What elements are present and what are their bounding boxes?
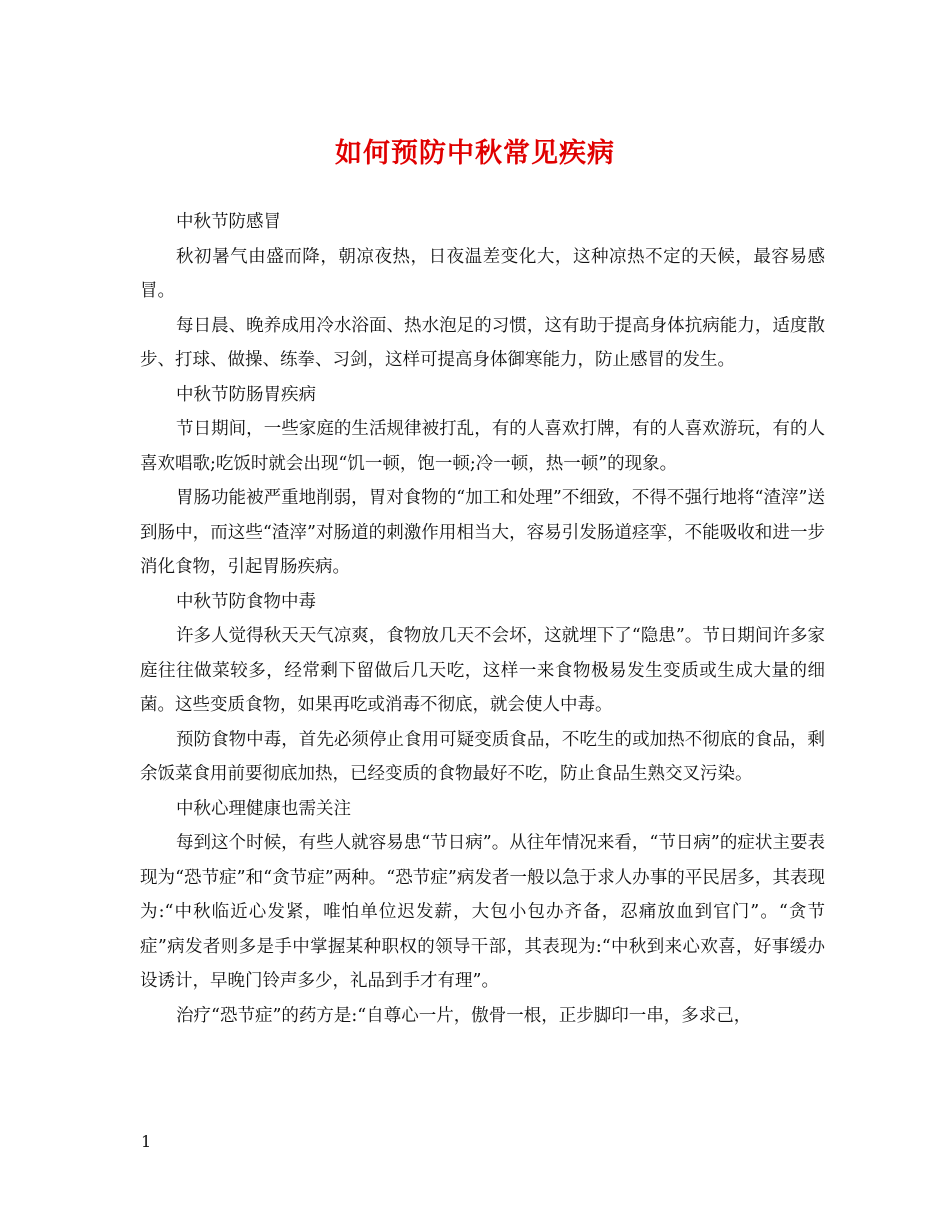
section-heading-food-poisoning: 中秋节防食物中毒	[176, 591, 316, 612]
paragraph: 胃肠功能被严重地削弱，胃对食物的“加工和处理”不细致，不得不强行地将“渣滓”送到肠中，而这些“渣滓”对肠道的刺激作用相当大，容易引发肠道痉挛，不能吸收和进一步消化食物，引起胃肠疾病。	[140, 488, 825, 577]
paragraph: 每日晨、晚养成用冷水浴面、热水泡足的习惯，这有助于提高身体抗病能力，适度散步、打球、做操、练拳、习剑，这样可提高身体御寒能力，防止感冒的发生。	[140, 315, 825, 370]
section-heading-gastro: 中秋节防肠胃疾病	[176, 384, 316, 405]
paragraph: 预防食物中毒，首先必须停止食用可疑变质食品，不吃生的或加热不彻底的食品，剩余饭菜食用前要彻底加热，已经变质的食物最好不吃，防止食品生熟交叉污染。	[140, 729, 825, 784]
paragraph: 节日期间，一些家庭的生活规律被打乱，有的人喜欢打牌，有的人喜欢游玩，有的人喜欢唱歌;吃饭时就会出现“饥一顿，饱一顿;冷一顿，热一顿”的现象。	[140, 419, 825, 474]
document-title: 如何预防中秋常见疾病	[335, 138, 615, 169]
paragraph: 每到这个时候，有些人就容易患“节日病”。从往年情况来看，“节日病”的症状主要表现为“恐节症”和“贪节症”两种。“恐节症”病发者一般以急于求人办事的平民居多，其表现为:“中秋临近心发紧，唯怕单位迟发薪，大包小包办齐备，忍痛放血到官门”。“贪节症”病发者则多是手中掌握某种职权的领导干部，其表现为:“中秋到来心欢喜，好事缓办设诱计，早晚门铃声多少，礼品到手才有理”。	[140, 833, 825, 991]
document-body	[140, 205, 825, 1033]
section-heading-cold: 中秋节防感冒	[176, 212, 281, 232]
paragraph: 治疗“恐节症”的药方是:“自尊心一片，傲骨一根，正步脚印一串，多求己，	[176, 1005, 752, 1026]
page-number: 1	[141, 1132, 152, 1151]
paragraph: 秋初暑气由盛而降，朝凉夜热，日夜温差变化大，这种凉热不定的天候，最容易感冒。	[140, 246, 825, 301]
paragraph: 许多人觉得秋天天气凉爽，食物放几天不会坏，这就埋下了“隐患”。节日期间许多家庭往往做菜较多，经常剩下留做后几天吃，这样一来食物极易发生变质或生成大量的细菌。这些变质食物，如果再吃或消毒不彻底，就会使人中毒。	[140, 626, 825, 715]
section-heading-mental-health: 中秋心理健康也需关注	[176, 798, 351, 819]
